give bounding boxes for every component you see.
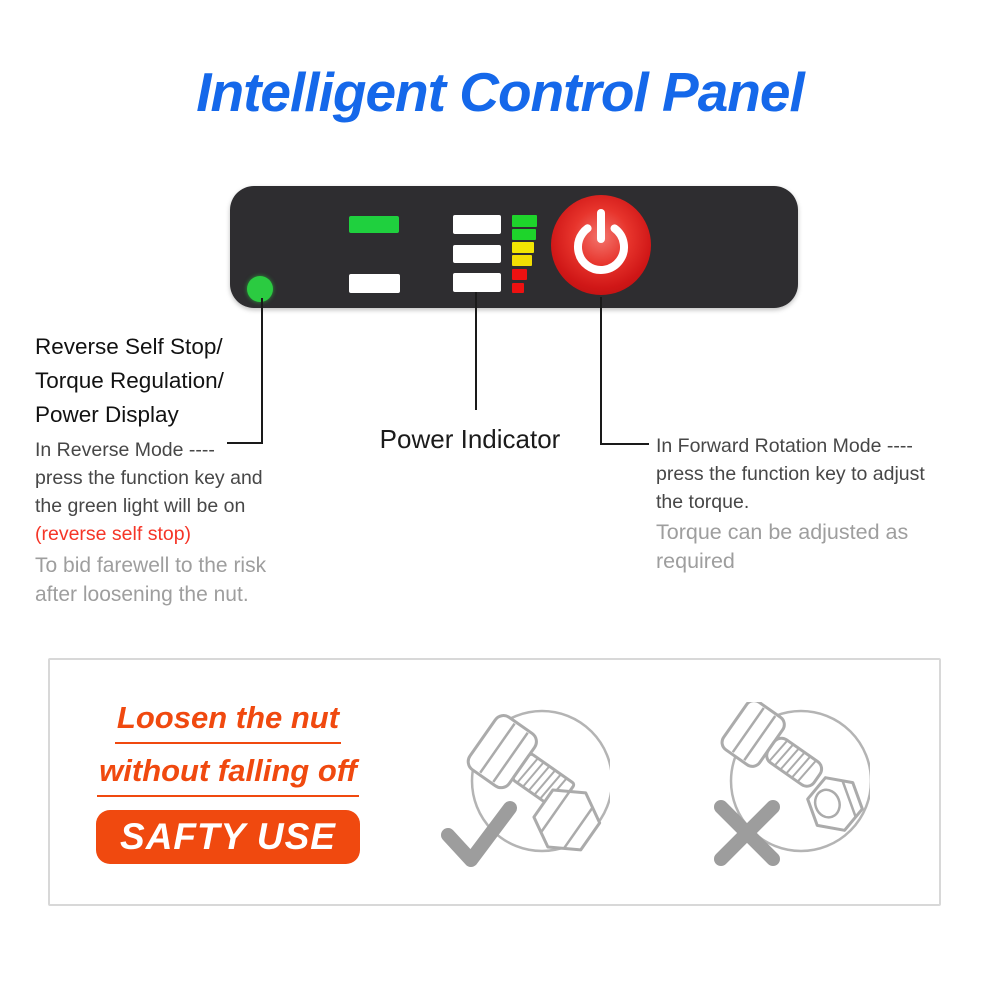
- note-line: Torque can be adjusted as: [656, 520, 909, 544]
- safety-heading-line2: without falling off: [97, 753, 359, 797]
- page-title: Intelligent Control Panel: [196, 61, 804, 123]
- bolt-detached-cross-icon: [700, 702, 870, 872]
- callout-line-right: [600, 297, 602, 445]
- callout-line-right: [600, 443, 649, 445]
- left-callout-note: [35, 552, 335, 609]
- power-indicator-label: Power Indicator: [379, 424, 561, 454]
- body-line: In Reverse Mode ----: [35, 439, 215, 461]
- level-meter-segment-green: [512, 229, 536, 240]
- body-line: In Forward Rotation Mode ----: [656, 435, 913, 457]
- note-line: To bid farewell to the risk: [35, 554, 267, 577]
- body-line: the green light will be on: [35, 495, 246, 517]
- heading-line: Torque Regulation/: [35, 368, 224, 393]
- bolt-fastened-check-icon: [440, 702, 610, 872]
- body-line: the torque.: [656, 491, 750, 513]
- level-meter-segment-green: [512, 215, 537, 227]
- reverse-mode-green-bar-icon: [349, 216, 399, 233]
- reverse-mode-white-bar-icon: [349, 274, 400, 293]
- body-line: press the function key to adjust: [656, 463, 925, 485]
- right-callout-body: [656, 432, 956, 516]
- level-meter-segment-red: [512, 269, 527, 280]
- power-button-icon: [549, 193, 653, 297]
- safety-text-column: [58, 700, 398, 864]
- heading-line: Reverse Self Stop/: [35, 334, 223, 359]
- power-indicator-bar-icon: [453, 273, 501, 292]
- safty-use-badge: SAFTY USE: [96, 810, 360, 864]
- heading-line: Power Display: [35, 402, 179, 427]
- level-meter-segment-yellow: [512, 255, 532, 266]
- body-line: press the function key and: [35, 467, 263, 489]
- left-callout-heading: [35, 330, 295, 432]
- right-callout-note: [656, 518, 956, 575]
- note-line: after loosening the nut.: [35, 582, 249, 606]
- power-indicator-bar-icon: [453, 245, 501, 263]
- safety-heading-line1: Loosen the nut: [115, 700, 341, 744]
- callout-line-center: [475, 292, 477, 410]
- power-indicator-bar-icon: [453, 215, 501, 234]
- green-led-icon: [247, 276, 273, 302]
- left-callout-body: [35, 436, 315, 548]
- level-meter-segment-red: [512, 283, 524, 293]
- level-meter-segment-yellow: [512, 242, 534, 253]
- note-line: required: [656, 548, 735, 573]
- reverse-self-stop-highlight: (reverse self stop): [35, 523, 192, 545]
